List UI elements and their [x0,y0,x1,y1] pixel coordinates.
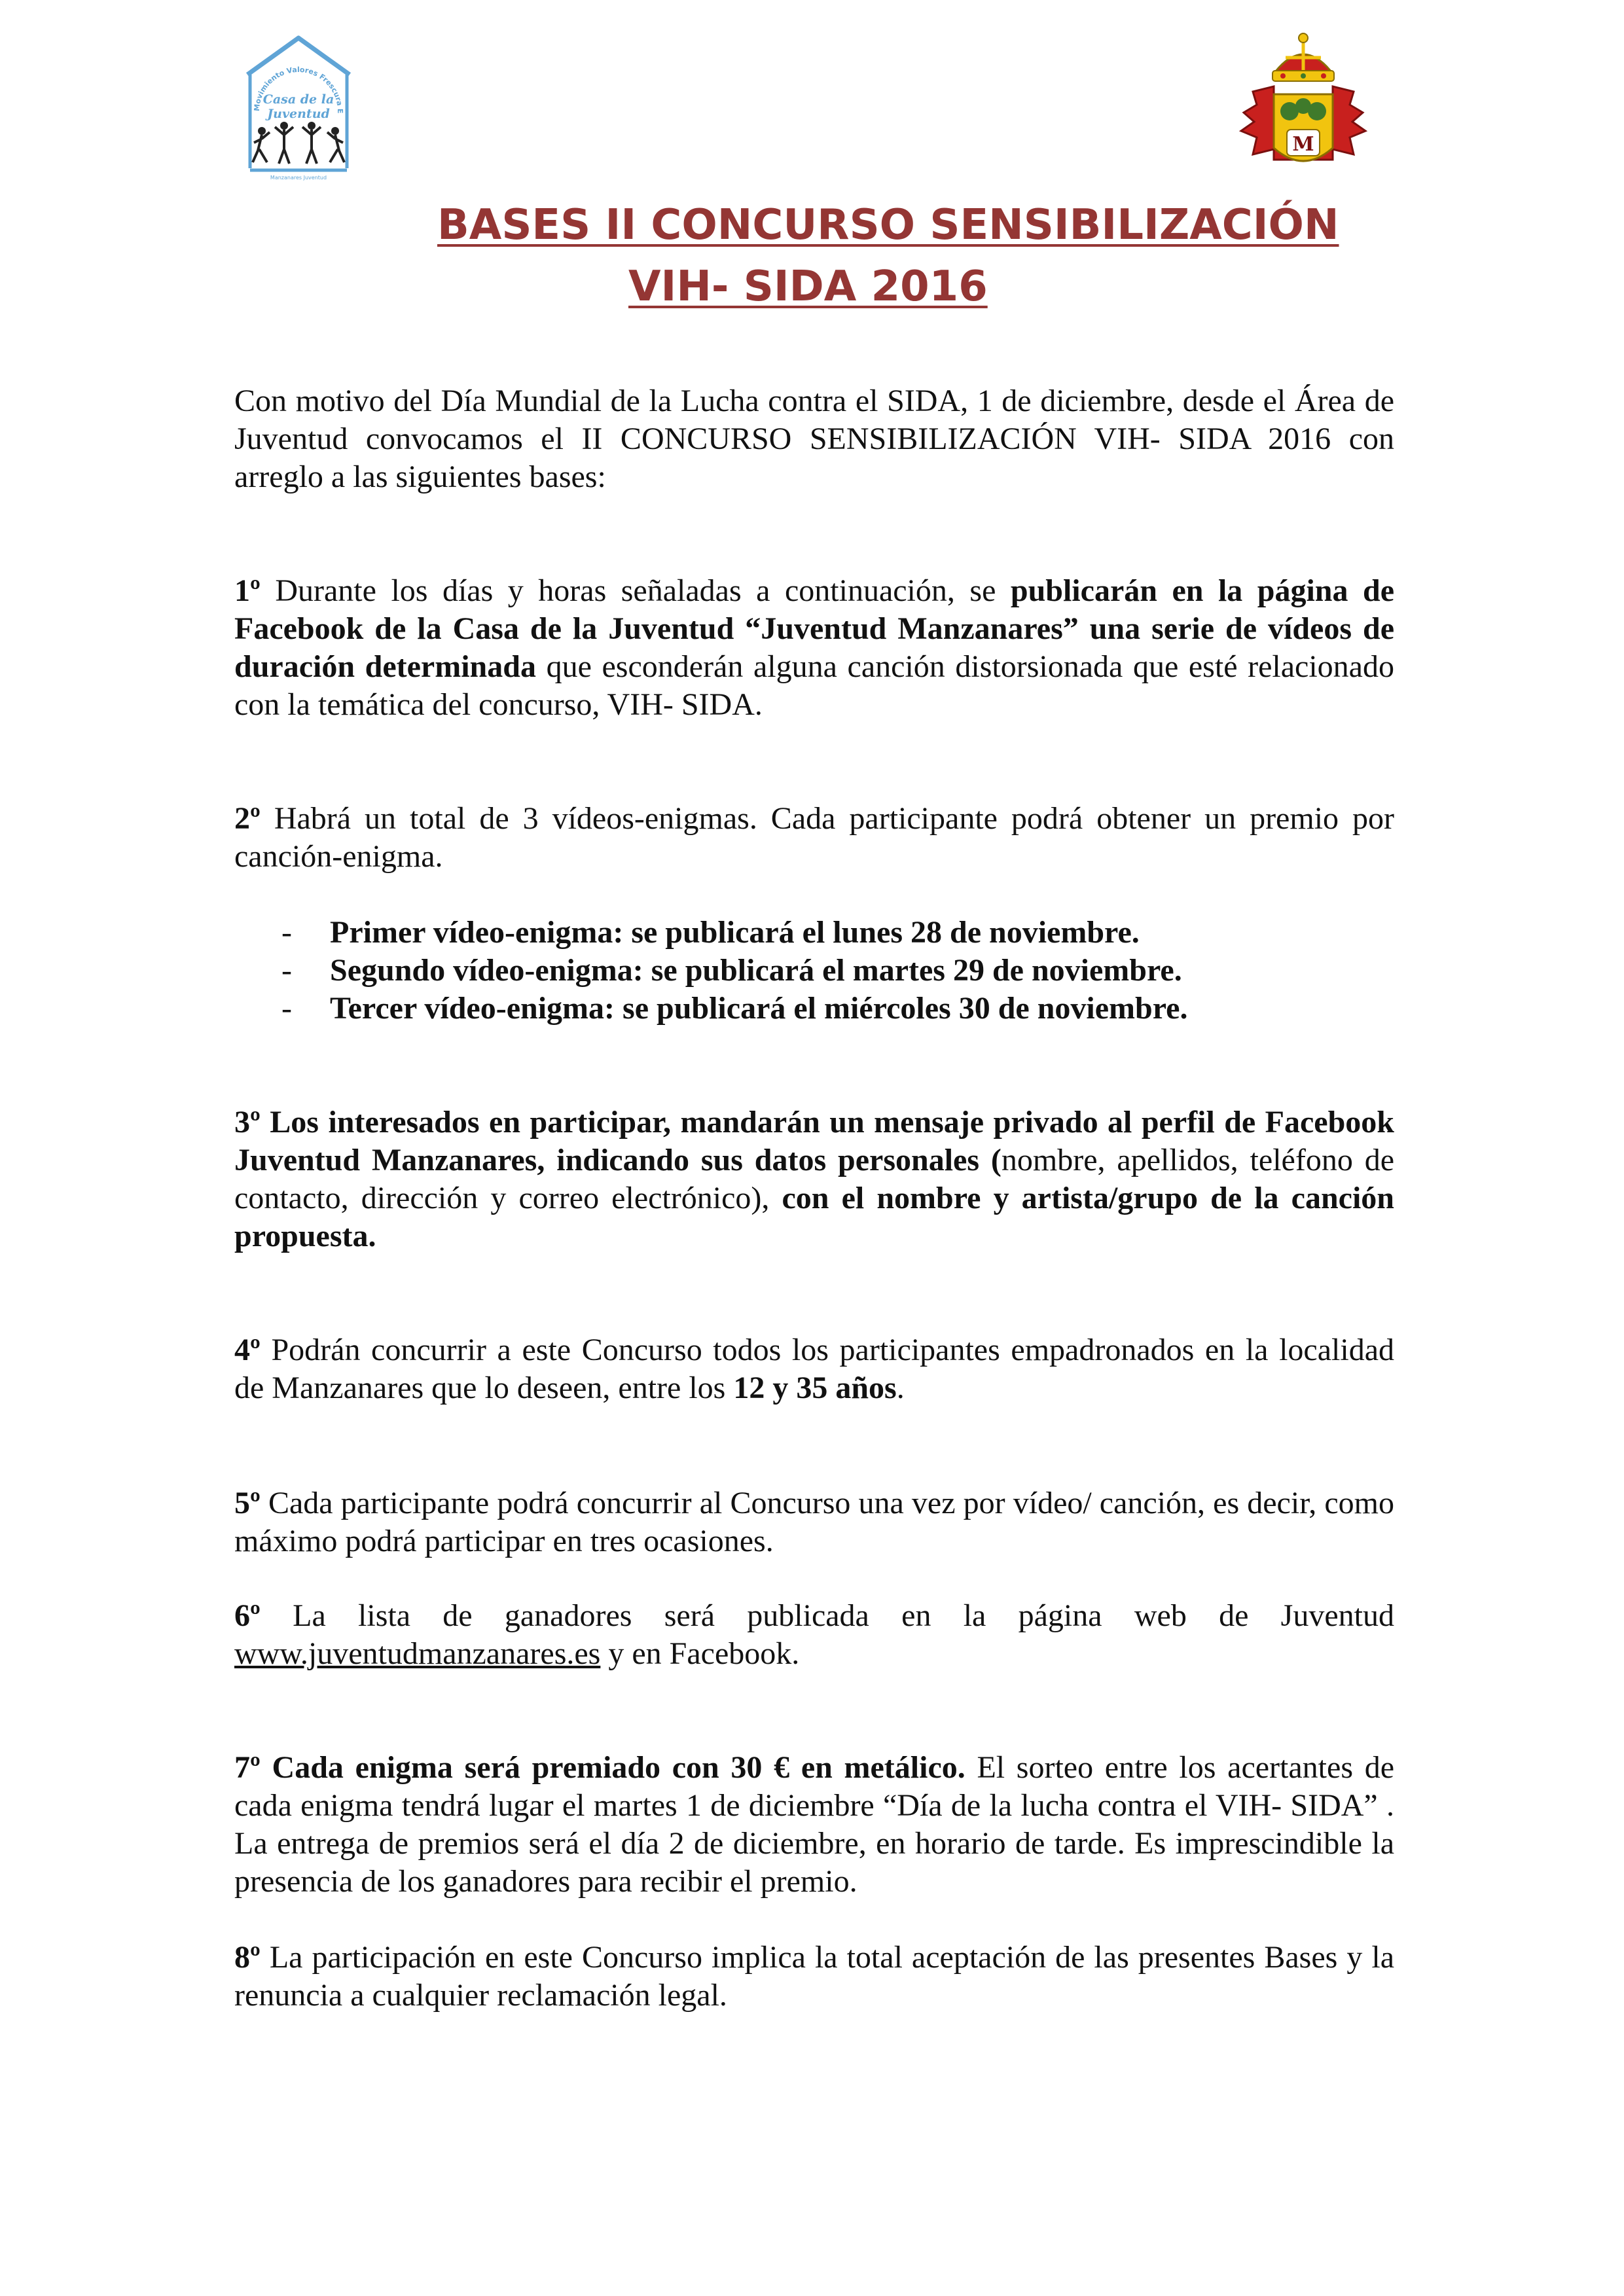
rule-8-text: La participación en este Concurso implica la total aceptación de las presentes Bases y la renuncia a cualquier reclamación legal. [234,1940,1394,2013]
rule-5-text: Cada participante podrá concurrir al Concurso una vez por vídeo/ canción, es decir, como máximo podrá participar en tres ocasiones. [234,1486,1394,1558]
rule-6 [234,1597,1394,1673]
rule-5-number: 5º [234,1486,261,1520]
rule-1-text-2: que esconderán alguna canción distorsionada que esté relacionado con la temática del concurso, VIH- SIDA. [234,649,1394,722]
logo-inner-text-2: Juventud [267,107,330,121]
logo-arc-text: Movimiento Valores Frescura E [252,65,345,114]
rule-7-bold: 7º Cada enigma será premiado con 30 € en metálico. [234,1750,965,1785]
rule-4 [234,1331,1394,1407]
rule-2 [234,800,1394,876]
title-line-2: VIH- SIDA 2016 [628,262,988,311]
rule-7 [234,1749,1394,1901]
rule-3-bold-1: 3º Los interesados en participar, mandarán un mensaje privado al perfil de Facebook Juventud Manzanares, indicando sus datos personales ( [234,1105,1394,1177]
list-item-text: Segundo vídeo-enigma: se publicará el martes 29 de noviembre. [330,953,1182,988]
intro-paragraph: Con motivo del Día Mundial de la Lucha contra el SIDA, 1 de diciembre, desde el Área de Juventud convocamos el II CONCURSO SENSIBILIZACIÓN VIH- SIDA 2016 con arreglo a las siguientes bases: [234,384,1394,494]
rule-1 [234,572,1394,724]
rule-8 [234,1939,1394,2015]
rule-1-number: 1º [234,573,261,608]
list-dash: - [281,991,292,1026]
logo-inner-text-1: Casa de la [262,92,334,107]
rule-1-text-1: Durante los días y horas señaladas a continuación, se [260,573,1011,608]
video-schedule-list [281,914,1187,1028]
rule-4-number: 4º [234,1333,261,1367]
rule-5 [234,1484,1394,1560]
dancers-icon [253,122,344,164]
list-item [281,990,1187,1028]
shield-letter: M [1292,133,1314,156]
rule-6-text-2: y en Facebook. [600,1636,800,1671]
title-line-1: BASES II CONCURSO SENSIBILIZACIÓN [437,201,1339,249]
rule-4-text-1: Podrán concurrir a este Concurso todos los participantes empadronados en la localidad de Manzanares que lo deseen, entre los [234,1333,1394,1405]
juventud-website-link[interactable]: www.juventudmanzanares.es [234,1636,601,1671]
list-dash: - [281,915,292,950]
list-item-text: Primer vídeo-enigma: se publicará el lunes 28 de noviembre. [330,915,1140,950]
rule-1-bold: publicarán en la página de Facebook de la Casa de la Juventud “Juventud Manzanares” una serie de vídeos de duración determinada [234,573,1394,684]
rule-2-text: Habrá un total de 3 vídeos-enigmas. Cada participante podrá obtener un premio por canción-enigma. [234,801,1394,874]
casa-juventud-logo [244,34,353,183]
rule-6-number: 6º [234,1598,261,1633]
list-item [281,914,1187,952]
rule-4-bold: 12 y 35 años [733,1371,897,1405]
list-dash: - [281,953,292,988]
coat-of-arms-logo [1235,31,1372,182]
rule-3-bold-2: con el nombre y artista/grupo de la canción propuesta. [234,1181,1394,1253]
rule-7-text: El sorteo entre los acertantes de cada enigma tendrá lugar el martes 1 de diciembre “Día de la lucha contra el VIH- SIDA” . La entrega de premios será el día 2 de diciembre, en horario de tarde. Es imprescindible la presencia de los ganadores para recibir el premio. [234,1750,1394,1899]
rule-3 [234,1103,1394,1255]
rule-8-number: 8º [234,1940,261,1975]
rule-3-text: nombre, apellidos, teléfono de contacto, dirección y correo electrónico), [234,1143,1394,1215]
list-item-text: Tercer vídeo-enigma: se publicará el miércoles 30 de noviembre. [330,991,1188,1026]
crown-icon [1272,33,1334,81]
rule-6-text-1: La lista de ganadores será publicada en la página web de Juventud [260,1598,1394,1633]
list-item [281,952,1187,990]
shield-icon [1241,86,1365,161]
rule-4-text-2: . [896,1371,905,1405]
logo-footer-text: Manzanares Juventud [270,175,327,181]
rule-2-number: 2º [234,801,261,836]
